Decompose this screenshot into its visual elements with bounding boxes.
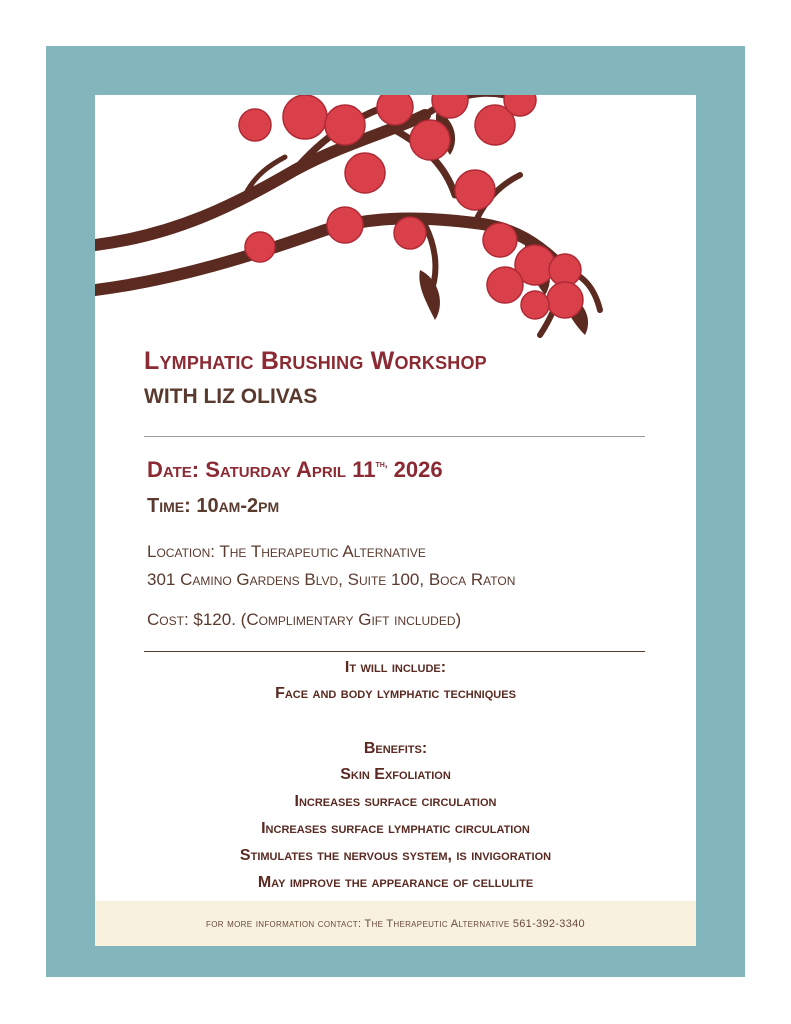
benefit-item: Increases surface lymphatic circulation — [261, 820, 530, 837]
cherry-blossom-branch-illustration — [95, 95, 696, 355]
event-date-label: Date: Saturday April 11 — [147, 457, 376, 482]
benefit-item: Stimulates the nervous system, is invigoration — [239, 847, 552, 864]
divider-bottom — [144, 651, 645, 652]
benefit-item: Skin Exfoliation — [340, 766, 451, 783]
event-date-suffix: th, — [375, 459, 388, 470]
event-cost: Cost: $120. (Complimentary Gift included) — [147, 610, 462, 629]
workshop-subtitle: WITH LIZ OLIVAS — [144, 385, 318, 408]
event-time: Time: 10am-2pm — [147, 495, 280, 517]
benefits-heading: Benefits: — [363, 740, 428, 757]
workshop-title: Lymphatic Brushing Workshop — [144, 347, 487, 375]
flyer-card — [95, 95, 696, 946]
benefit-item: May improve the appearance of cellulite — [257, 874, 534, 891]
contact-footer — [95, 901, 696, 946]
location-address: 301 Camino Gardens Blvd, Suite 100, Boca Raton — [147, 570, 516, 589]
divider-top — [144, 436, 645, 437]
location-name: Location: The Therapeutic Alternative — [147, 542, 426, 561]
includes-heading: It will include: — [344, 659, 447, 676]
event-date-year: 2026 — [387, 457, 443, 482]
contact-info: for more information contact: The Therapeutic Alternative 561-392-3340 — [206, 917, 585, 930]
event-date — [147, 457, 443, 483]
benefit-item: Increases surface circulation — [294, 793, 497, 810]
includes-item: Face and body lymphatic techniques — [275, 685, 516, 702]
